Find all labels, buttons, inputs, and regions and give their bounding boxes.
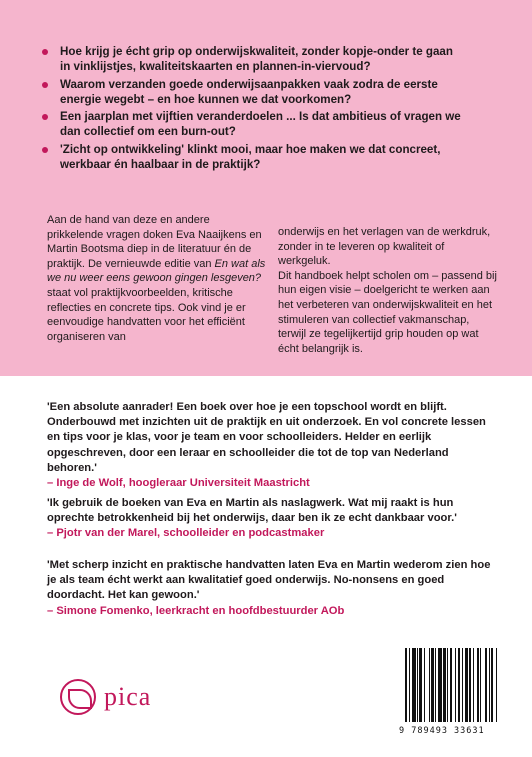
barcode-bars	[405, 648, 525, 722]
publisher-logo	[60, 679, 151, 715]
quote-author: – Simone Fomenko, leerkracht en hoofdbestuurder AOb	[47, 604, 345, 617]
question-text: Een jaarplan met vijftien veranderdoelen ... Is dat ambitieus of vragen we dan collectief om een burn-out?	[60, 110, 461, 139]
bullet-dot-icon	[42, 114, 48, 120]
white-panel	[0, 376, 532, 757]
endorsement-quote	[47, 496, 497, 542]
bullet-dot-icon	[42, 49, 48, 55]
book-title: En wat als we nu weer eens gewoon gingen lesgeven?	[47, 257, 266, 285]
question-text: 'Zicht op ontwikkeling' klinkt mooi, maar hoe maken we dat concreet, werkbaar én haalbaar in de praktijk?	[60, 142, 441, 172]
barcode	[399, 646, 532, 757]
question-item	[42, 142, 462, 173]
quote-text: 'Met scherp inzicht en praktische handvatten laten Eva en Martin wederom zien hoe je als team écht werkt aan kwalitatief goed onderwijs. No-nonsens en goed doordacht. Het kan gewoon.'	[47, 559, 491, 602]
intro-text: onderwijs en het verlagen van de werkdruk, zonder in te leveren op kwaliteit of werkgeluk.	[278, 226, 491, 268]
intro-text: staat vol praktijkvoorbeelden, kritische reflecties en concrete tips. Ook vind je er eenvoudige handvatten voor het efficiënt organiseren van	[47, 286, 246, 343]
question-item	[42, 109, 462, 140]
bullet-dot-icon	[42, 147, 48, 153]
quote-text: 'Ik gebruik de boeken van Eva en Martin als naslagwerk. Wat mij raakt is hun oprechte betrokkenheid bij het onderwijs, daar ben ik ze echt dankbaar voor.'	[47, 497, 457, 525]
question-text: Waarom verzanden goede onderwijsaanpakken vaak zodra de eerste energie wegebt – en hoe kunnen we dat voorkomen?	[60, 77, 438, 106]
pink-panel	[0, 0, 532, 376]
quote-author: – Inge de Wolf, hoogleraar Universiteit Maastricht	[47, 477, 310, 490]
question-text: Hoe krijg je écht grip op onderwijskwaliteit, zonder kopje-onder te gaan in vinklijstjes, kwaliteitskaarten en plannen-in-viervoud?	[60, 45, 453, 74]
question-item	[42, 77, 462, 108]
quote-text: 'Een absolute aanrader! Een boek over hoe je een topschool wordt en blijft. Onderbouwd met inzichten uit de praktijk en uit onderzoek. En vol concrete lessen en tips voor je klas, voor je team en voor schoolleiders. Helder en eerlijk opgeschreven, door een leraar en schoolleider die tot de top van Nederland behoren.'	[47, 401, 486, 474]
endorsement-quote	[47, 558, 497, 619]
pica-logo-icon	[60, 679, 96, 715]
intro-left-column	[47, 213, 267, 344]
barcode-number: 9 789493 33631	[399, 726, 485, 736]
intro-text: Dit handboek helpt scholen om – passend bij hun eigen visie – doelgericht te werken aan het verbeteren van onderwijskwaliteit en het stimuleren van collectief vakmanschap, terwijl ze tegelijkertijd grip houden op wat écht belangrijk is.	[278, 269, 497, 355]
question-item	[42, 44, 462, 75]
barcode-gap	[497, 648, 498, 722]
question-list	[42, 44, 462, 174]
bullet-dot-icon	[42, 82, 48, 88]
intro-text: Aan de hand van deze en andere prikkelende vragen doken Eva Naaijkens en Martin Bootsma diep in de literatuur én de praktijk. De vernieuwde editie van	[47, 214, 262, 270]
publisher-name: pica	[104, 682, 152, 711]
quote-author: – Pjotr van der Marel, schoolleider en podcastmaker	[47, 527, 325, 540]
endorsement-quote	[47, 400, 497, 491]
intro-right-column	[278, 225, 498, 356]
